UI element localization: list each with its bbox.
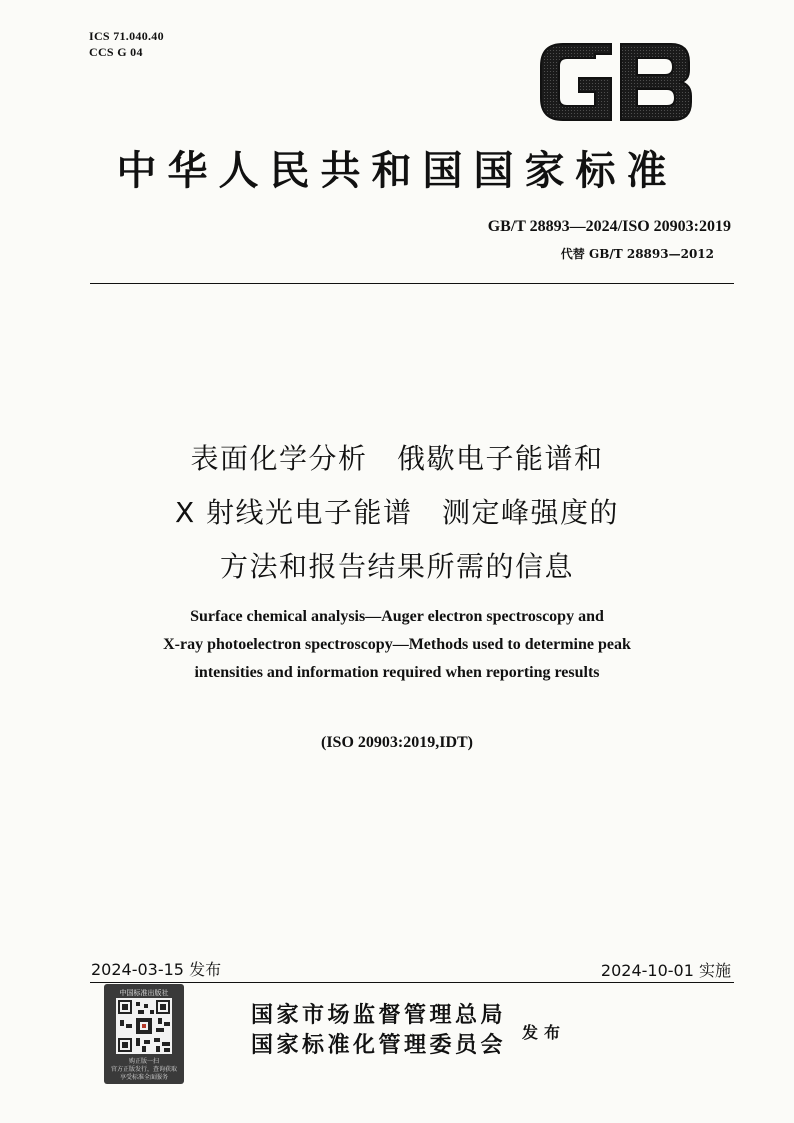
header-divider [90,283,734,284]
qr-card-text [104,1058,184,1082]
chinese-title-line: X 射线光电子能谱 测定峰强度的 [174,496,620,529]
issue-date: 2024-03-15 发布 [91,960,222,979]
qr-card-line: 购正版一扫 [128,1058,159,1065]
iso-reference: (ISO 20903:2019,IDT) [320,734,473,751]
ics-code: ICS 71.040.40 [89,29,164,43]
chinese-title-line: 表面化学分析 俄歇电子能谱和 [190,442,604,475]
qr-card-line: 享受标准全面服务 [119,1074,168,1081]
publisher-name: 国家标准化管理委员会 [251,1032,507,1058]
chinese-title [0,432,794,594]
qr-code-icon [116,998,172,1054]
gb-logo [537,40,695,124]
chinese-title-line: 方法和报告结果所需的信息 [219,550,574,583]
qr-card-line: 官方正版发行，查询获取 [110,1066,177,1073]
qr-card-header: 中国标准出版社 [119,989,169,997]
replaces-note: 代替 GB/T 28893—2012 [560,247,714,261]
classification-codes [89,28,164,60]
ccs-code: CCS G 04 [89,45,143,59]
publisher-name: 国家市场监督管理总局 [251,1002,507,1028]
english-title [0,603,794,687]
standard-title: 中华人民共和国国家标准 [116,147,678,194]
english-title-line: Surface chemical analysis—Auger electron spectroscopy and [190,608,604,625]
english-title-line: X-ray photoelectron spectroscopy—Methods used to determine peak [163,636,631,653]
qr-code-card[interactable] [104,984,184,1084]
english-title-line: intensities and information required when reporting results [194,664,600,681]
publishers [251,1000,506,1060]
publish-label: 发布 [522,1023,567,1042]
implementation-date: 2024-10-01 实施 [600,961,731,980]
footer-divider [90,982,734,983]
standard-number: GB/T 28893—2024/ISO 20903:2019 [487,218,731,235]
